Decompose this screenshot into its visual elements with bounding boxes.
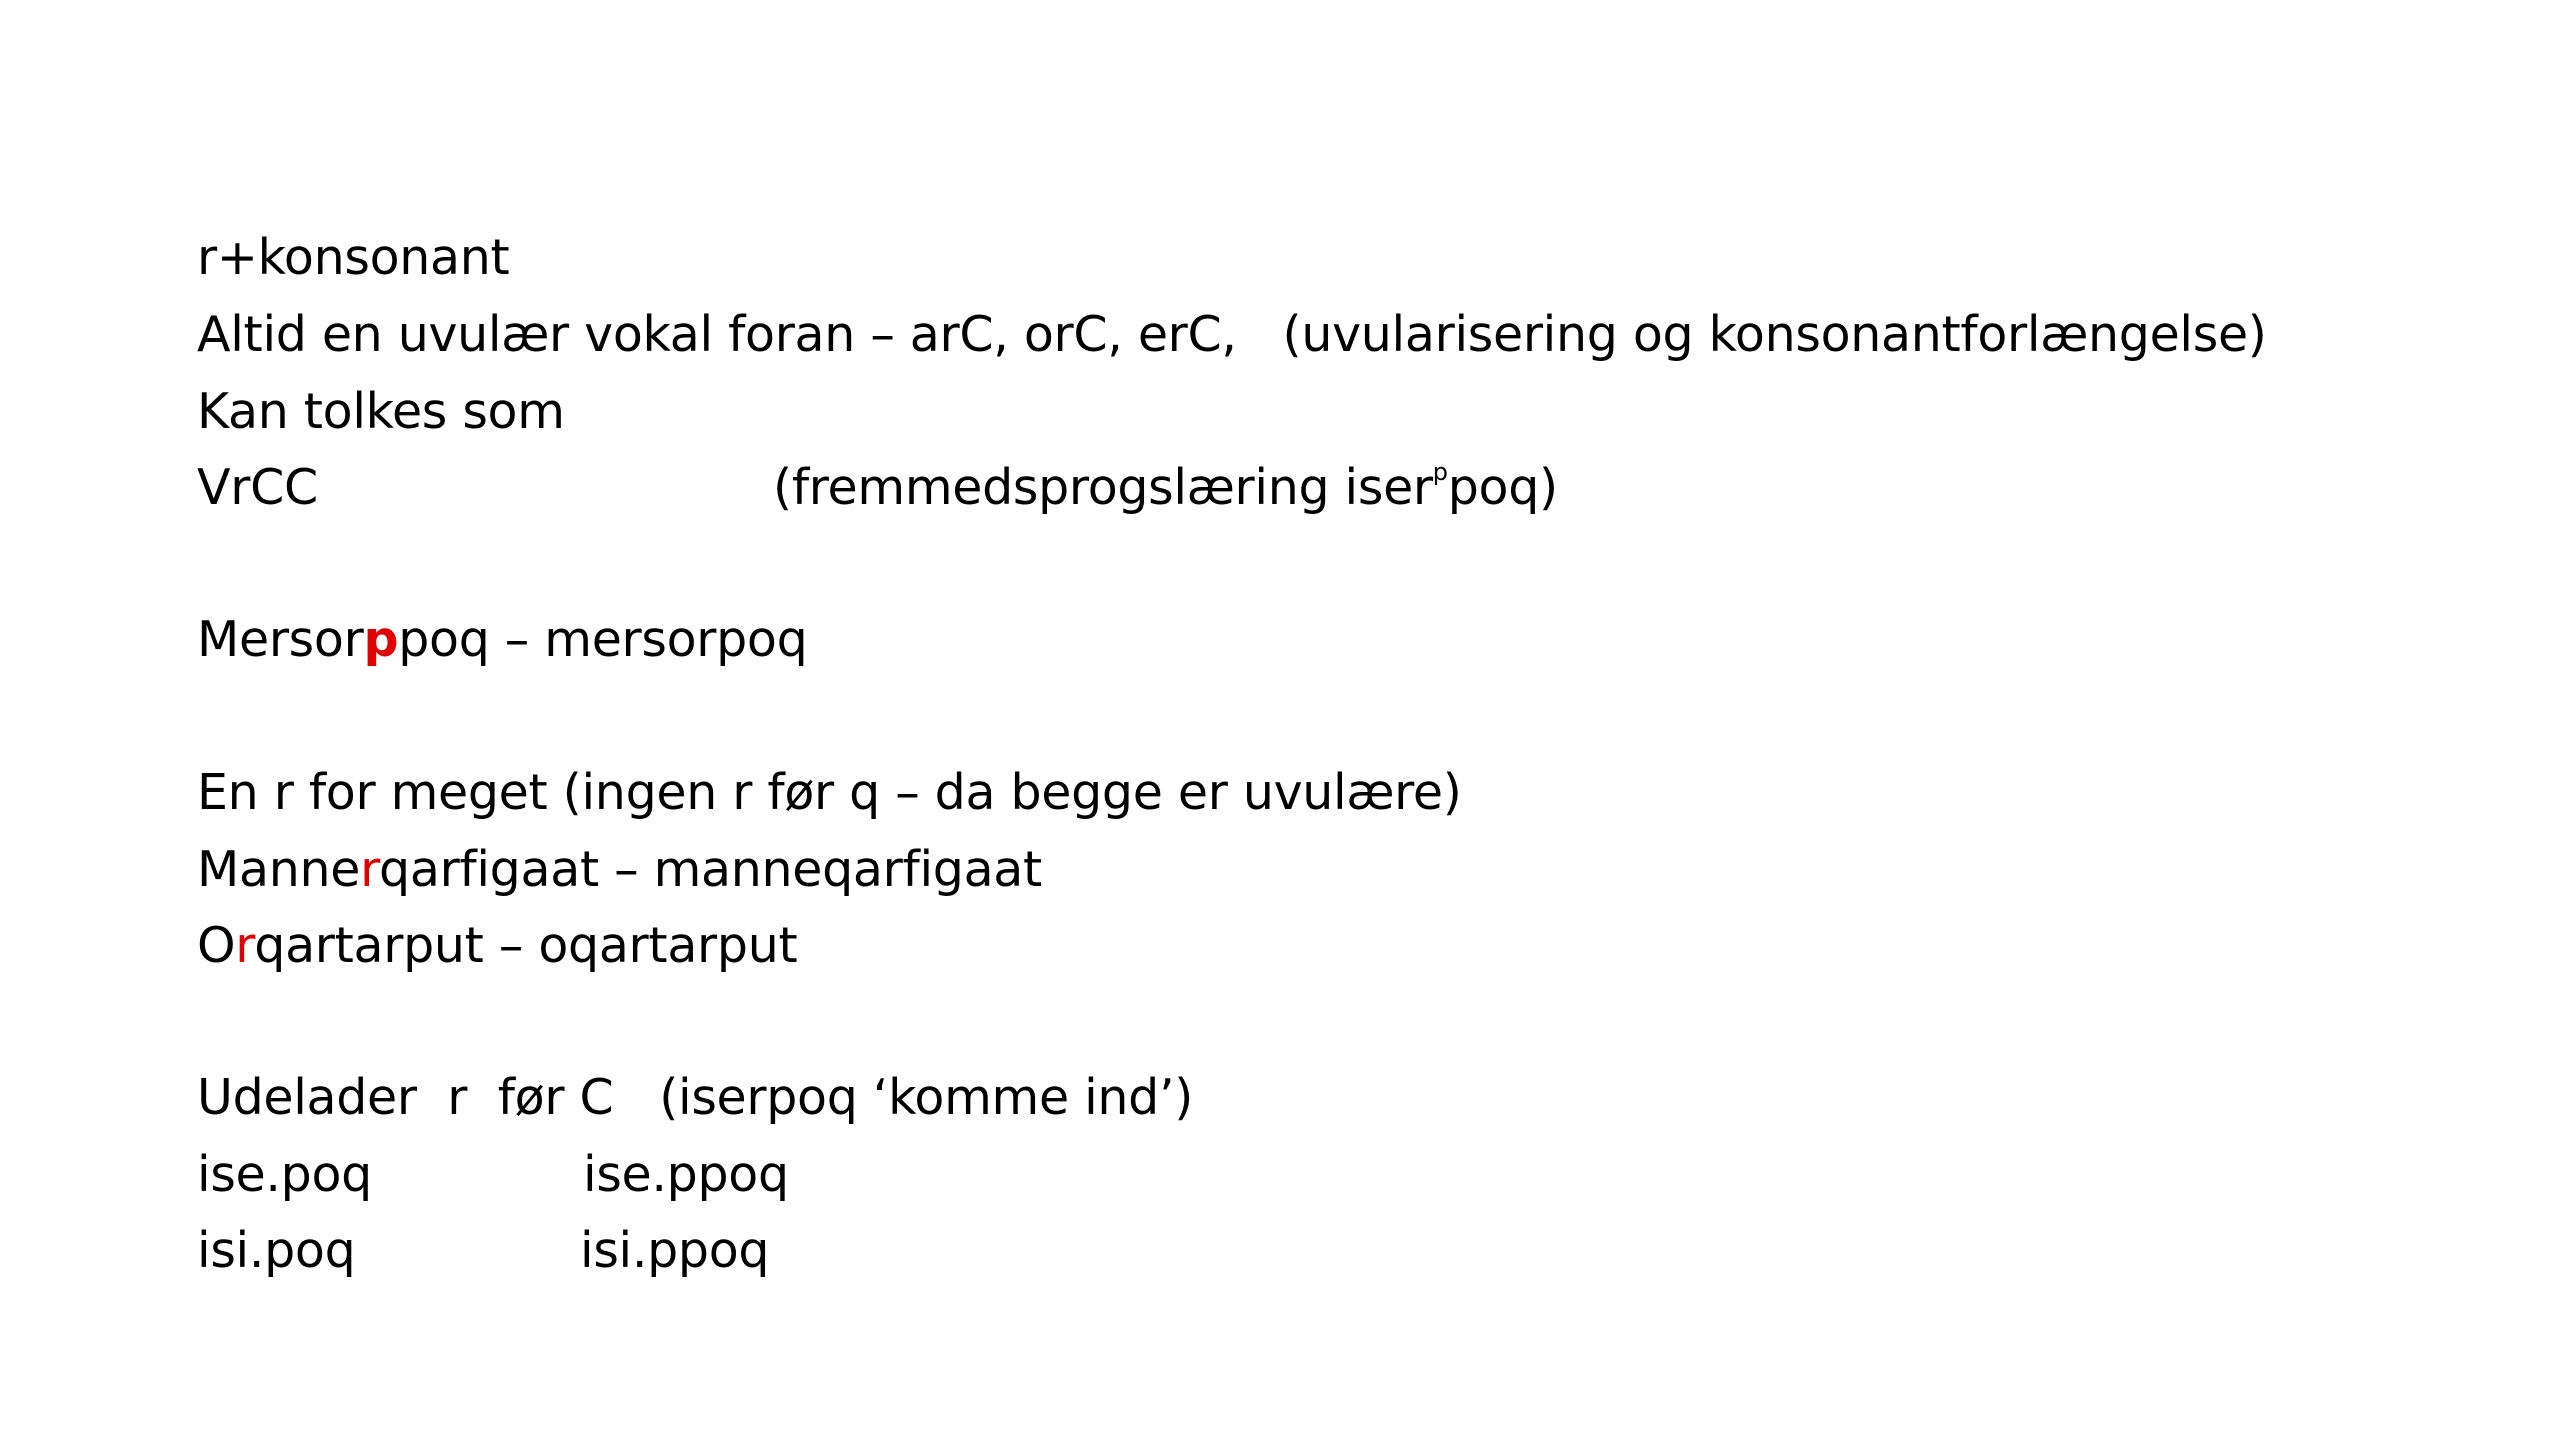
uvular-vowel-rule: Altid en uvulær vokal foran – arC, orC, erC, (uvularisering og konsonantforlængelse) <box>197 306 2267 363</box>
omit-r-rule: Udelader r før C (iserpoq ‘komme ind’) <box>197 1069 1194 1126</box>
syllable-row-2-right: isi.ppoq <box>580 1222 770 1279</box>
extra-r-rule: En r for meget (ingen r før q – da begge er uvulære) <box>197 764 1462 821</box>
example-mersorppoq-suffix: poq – mersorpoq <box>398 611 808 668</box>
example-mannerqarfigaat-prefix: Manne <box>197 841 361 898</box>
superscript-p: p <box>1432 458 1448 486</box>
example-mersorppoq <box>197 610 807 670</box>
example-mannerqarfigaat <box>197 840 1042 900</box>
example-orqartarput-prefix: O <box>197 917 236 974</box>
example-mersorppoq-highlight: p <box>363 611 399 668</box>
example-orqartarput-highlight: r <box>235 917 255 974</box>
vrcc-label: VrCC <box>197 459 318 516</box>
foreign-learning-note <box>773 458 1558 518</box>
syllable-row-1-right: ise.ppoq <box>583 1146 789 1203</box>
example-mannerqarfigaat-highlight: r <box>360 841 380 898</box>
example-mannerqarfigaat-suffix: qarfigaat – manneqarfigaat <box>379 841 1042 898</box>
syllable-row-1-left: ise.poq <box>197 1146 372 1203</box>
example-orqartarput <box>197 916 797 976</box>
example-orqartarput-suffix: qartarput – oqartarput <box>254 917 798 974</box>
syllable-row-2-left: isi.poq <box>197 1222 356 1279</box>
foreign-learning-suffix: poq) <box>1447 459 1558 516</box>
heading-r-konsonant: r+konsonant <box>197 229 510 286</box>
foreign-learning-prefix: (fremmedsprogslæring iser <box>773 459 1433 516</box>
interpretation-label: Kan tolkes som <box>197 383 565 440</box>
example-mersorppoq-prefix: Mersor <box>197 611 364 668</box>
